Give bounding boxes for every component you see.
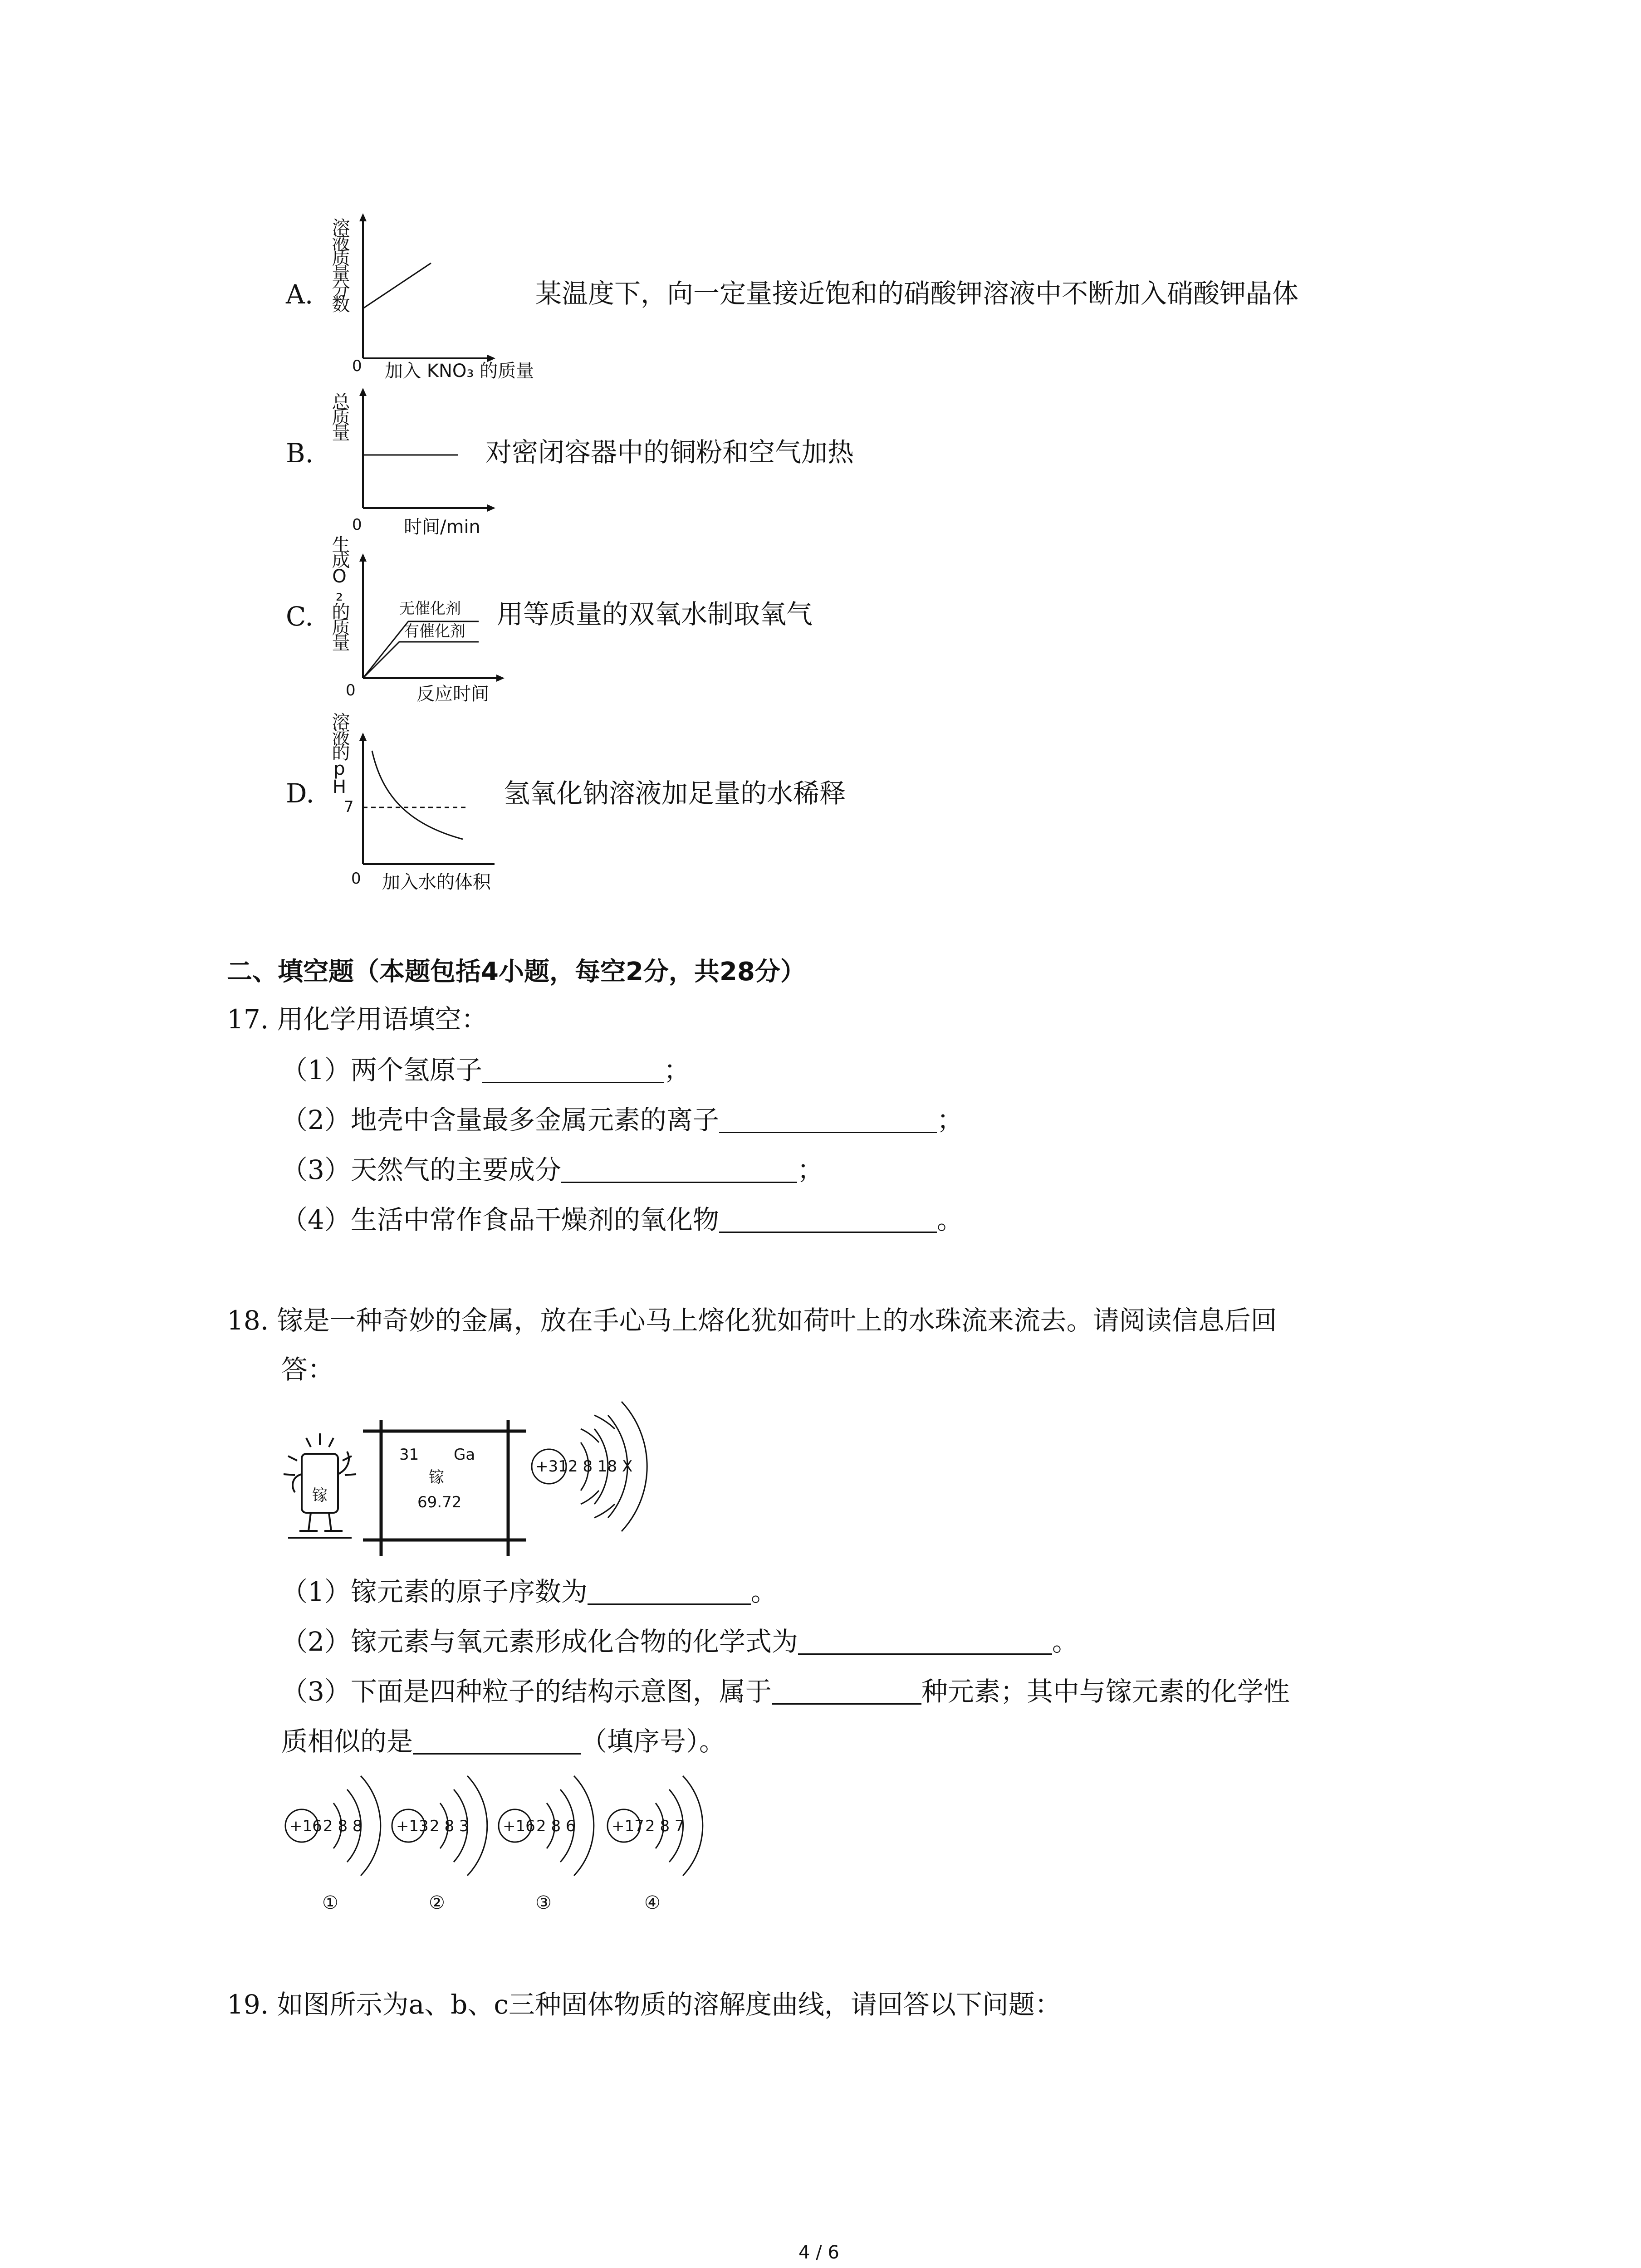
q17-item-1-end: ；: [663, 1055, 690, 1085]
q18-item-1: [281, 1576, 777, 1607]
q17-item-2: [281, 1107, 963, 1133]
graph-c-origin: 0: [346, 681, 356, 699]
q17-answer-3[interactable]: [561, 1159, 797, 1183]
q19-stem: 19. 如图所示为a、b、c三种固体物质的溶解度曲线，请回答以下问题：: [227, 1989, 1061, 2020]
q18-item-1-end: 。: [750, 1576, 777, 1607]
graph-a-y-label: 溶液质量分数: [329, 218, 350, 310]
graph-c: [354, 553, 508, 685]
particle-2-nucleus: +13: [396, 1817, 429, 1835]
particle-4-nucleus: +17: [612, 1817, 644, 1835]
q18-item-3-mid: 种元素；其中与镓元素的化学性: [921, 1676, 1290, 1707]
q17-item-2-end: ；: [936, 1105, 963, 1135]
graph-d: [354, 733, 499, 869]
graph-c-y-label: 生成O₂的质量: [329, 535, 350, 649]
particle-3-label: ③: [535, 1892, 552, 1913]
q18-item-3-text: （3）下面是四种粒子的结构示意图，属于: [281, 1676, 772, 1707]
q17-answer-2[interactable]: [719, 1109, 937, 1133]
option-d-letter: D.: [286, 778, 314, 809]
q17-item-3-end: ；: [797, 1154, 823, 1185]
particle-1-shells: 2 8 8: [323, 1817, 362, 1835]
q17-item-4-text: （4）生活中常作食品干燥剂的氧化物: [281, 1204, 719, 1235]
q17-item-4-end: 。: [936, 1204, 963, 1235]
curve-no-catalyst-label: 无催化剂: [399, 600, 461, 618]
q17-item-2-text: （2）地壳中含量最多金属元素的离子: [281, 1105, 719, 1135]
option-c-letter: C.: [286, 601, 314, 632]
q17-item-1: [281, 1057, 690, 1083]
particle-4-shells: 2 8 7: [645, 1817, 685, 1835]
option-d-description: 氢氧化钠溶液加足量的水稀释: [504, 778, 846, 809]
q17-stem: 17. 用化学用语填空：: [227, 1004, 488, 1035]
graph-d-7-mark: 7: [344, 798, 354, 816]
q18-answer-3a[interactable]: [772, 1681, 921, 1705]
particle-2-label: ②: [429, 1892, 445, 1913]
q18-item-2-end: 。: [1052, 1626, 1078, 1657]
q17-answer-4[interactable]: [719, 1209, 937, 1233]
graph-a-x-label: 加入 KNO₃ 的质量: [385, 361, 534, 381]
option-a-description: 某温度下，向一定量接近饱和的硝酸钾溶液中不断加入硝酸钾晶体: [535, 278, 1299, 309]
q18-item-4-text: 质相似的是: [281, 1726, 413, 1757]
element-atomic-mass: 69.72: [417, 1493, 462, 1511]
q18-item-4: [281, 1728, 725, 1755]
element-atomic-number: 31: [399, 1446, 419, 1464]
graph-d-y-label: 溶液的pH: [329, 712, 350, 795]
graph-a-origin: 0: [352, 357, 362, 375]
option-c-description: 用等质量的双氧水制取氧气: [497, 599, 813, 630]
page-number: 4 / 6: [798, 2242, 839, 2263]
element-name: 镓: [429, 1468, 444, 1486]
q17-item-1-text: （1）两个氢原子: [281, 1055, 482, 1085]
graph-d-origin: 0: [351, 870, 361, 888]
gallium-nucleus: +31: [535, 1457, 568, 1476]
graph-c-x-label: 反应时间: [416, 684, 489, 704]
section-2-title: 二、填空题（本题包括4小题，每空2分，共28分）: [227, 957, 806, 987]
q18-stem-line-2: 答：: [281, 1354, 334, 1385]
q18-item-3: [281, 1678, 1290, 1705]
q17-answer-1[interactable]: [482, 1059, 664, 1083]
particle-3-shells: 2 8 6: [536, 1817, 576, 1835]
option-b-letter: B.: [286, 438, 314, 469]
particle-1-label: ①: [322, 1892, 338, 1913]
particle-2-shells: 2 8 3: [430, 1817, 469, 1835]
particle-3-nucleus: +16: [503, 1817, 535, 1835]
q18-stem-line-1: 18. 镓是一种奇妙的金属，放在手心马上熔化犹如荷叶上的水珠流来流去。请阅读信息后回: [227, 1305, 1277, 1336]
element-card-frame: [363, 1420, 526, 1556]
graph-d-x-label: 加入水的体积: [382, 872, 491, 893]
particle-1-nucleus: +16: [289, 1817, 322, 1835]
q18-item-2-text: （2）镓元素与氧元素形成化合物的化学式为: [281, 1626, 798, 1657]
q18-answer-3b[interactable]: [413, 1730, 581, 1755]
q18-answer-2[interactable]: [798, 1631, 1052, 1655]
graph-b-y-label: 总质量: [329, 392, 350, 439]
gallium-shells: 2 8 18 X: [568, 1457, 633, 1476]
q17-item-3: [281, 1154, 823, 1185]
curve-with-catalyst-label: 有催化剂: [404, 622, 465, 640]
option-a-letter: A.: [286, 279, 314, 310]
q17-item-4: [281, 1204, 963, 1235]
option-b-description: 对密闭容器中的铜粉和空气加热: [485, 437, 854, 468]
element-symbol: Ga: [454, 1446, 475, 1464]
graph-b: [354, 388, 499, 515]
q18-item-1-text: （1）镓元素的原子序数为: [281, 1576, 588, 1607]
particle-4-label: ④: [644, 1892, 661, 1913]
graph-b-origin: 0: [352, 516, 362, 534]
q18-item-2: [281, 1628, 1078, 1655]
graph-b-x-label: 时间/min: [404, 517, 480, 538]
q18-item-4-end: （填序号）。: [581, 1726, 726, 1757]
q17-item-3-text: （3）天然气的主要成分: [281, 1154, 561, 1185]
graph-a: [354, 213, 499, 367]
cartoon-label: 镓: [312, 1486, 328, 1505]
q18-answer-1[interactable]: [588, 1581, 751, 1605]
